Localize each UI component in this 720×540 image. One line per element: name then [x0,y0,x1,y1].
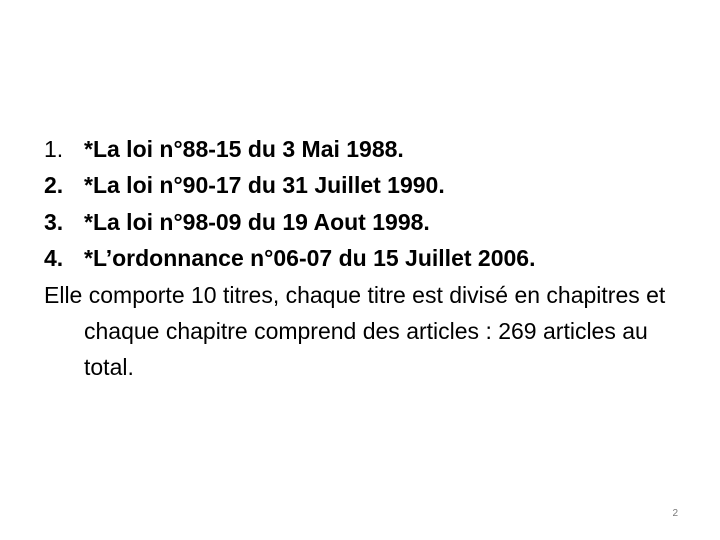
list-item-text: *La loi n°98-09 du 19 Aout 1998. [84,208,430,235]
page-number: 2 [672,508,678,519]
list-item [44,131,694,167]
list-item [44,240,694,276]
list-item-text: *L’ordonnance n°06-07 du 15 Juillet 2006. [84,245,536,272]
list-item-text: *La loi n°90-17 du 31 Juillet 1990. [84,172,445,199]
list-number: 4. [44,245,64,272]
list-number: 1. [44,136,64,162]
slide-content [44,131,694,386]
list-item-text: *La loi n°88-15 du 3 Mai 1988. [84,136,404,162]
summary-paragraph: Elle comporte 10 titres, chaque titre est divisé en chapitres et chaque chapitre comprend des articles : 269 articles au total. [44,281,666,381]
list-number: 3. [44,208,64,235]
list-number: 2. [44,172,64,199]
list-item [44,204,694,240]
list-item [44,167,694,203]
